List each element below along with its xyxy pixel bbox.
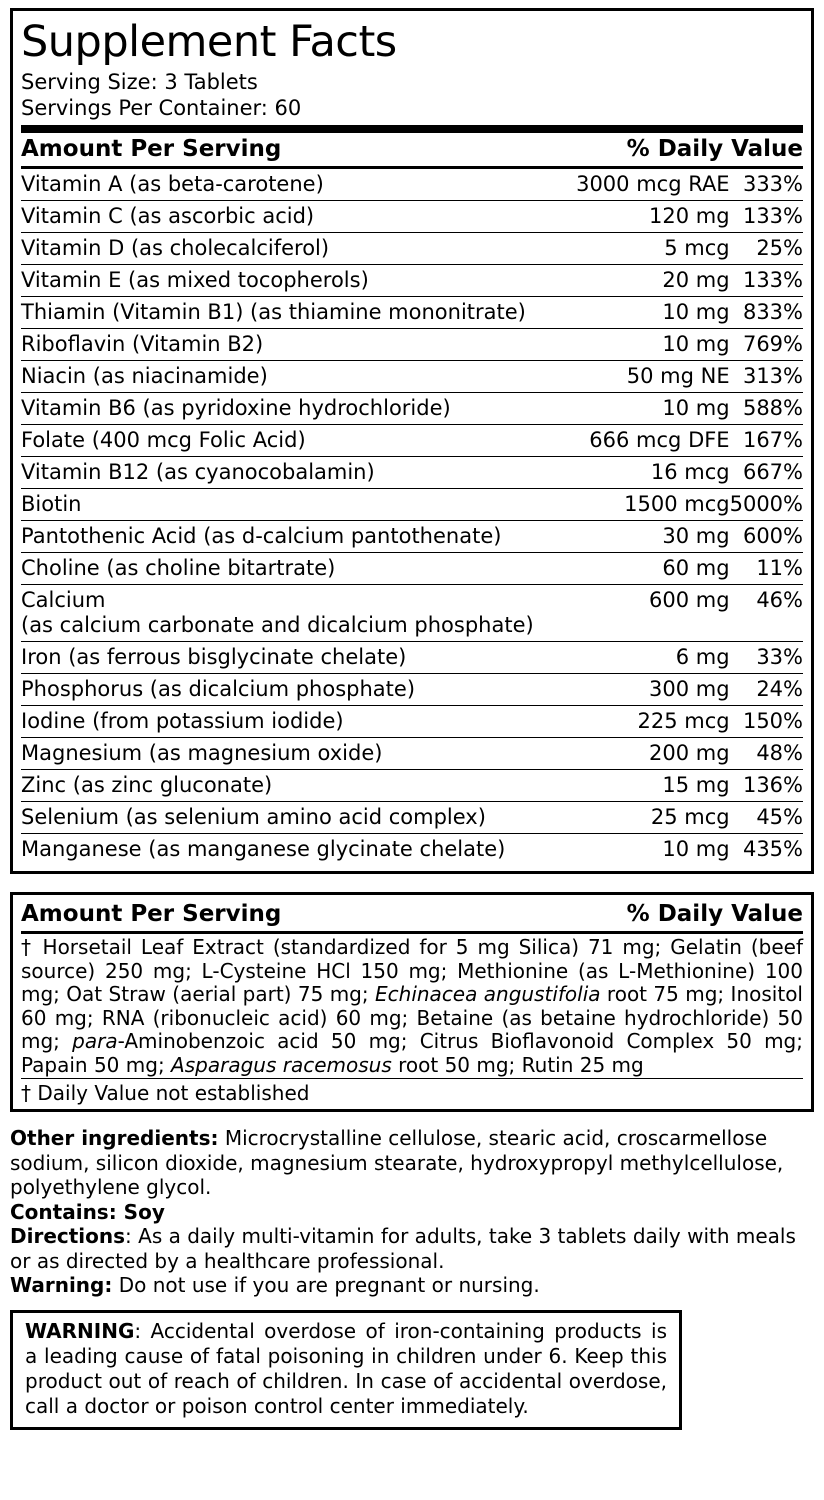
other-ingredients-text: Microcrystalline cellulose, stearic acid, croscarmellose sodium, silicon dioxide, magnesium stearate, hydroxypropyl methylcellulose, polyethylene glycol. xyxy=(10,1126,784,1199)
nutrient-amount: 10 mg xyxy=(576,393,730,425)
nutrient-dv: 33% xyxy=(730,642,803,674)
nutrient-amount: 10 mg xyxy=(576,297,730,329)
warning-box-label: WARNING xyxy=(25,1318,135,1343)
warning-text: Do not use if you are pregnant or nursing. xyxy=(112,1273,540,1297)
nutrient-dv: 5000% xyxy=(730,489,803,521)
nutrient-dv: 24% xyxy=(730,674,803,706)
blend-table-header xyxy=(21,898,803,931)
nutrient-amount: 120 mg xyxy=(576,201,730,233)
nutrient-amount: 10 mg xyxy=(576,329,730,361)
nutrient-dv: 136% xyxy=(730,770,803,802)
table-row-subtext xyxy=(21,613,803,642)
nutrient-name: Pantothenic Acid (as d-calcium pantothenate) xyxy=(21,521,576,553)
nutrient-dv: 48% xyxy=(730,738,803,770)
nutrient-amount: 6 mg xyxy=(576,642,730,674)
table-row xyxy=(21,393,803,425)
nutrient-name: Magnesium (as magnesium oxide) xyxy=(21,738,576,770)
nutrient-dv: 46% xyxy=(756,588,803,612)
table-row xyxy=(21,425,803,457)
nutrient-name: Vitamin B6 (as pyridoxine hydrochloride) xyxy=(21,393,576,425)
serving-size: Serving Size: 3 Tablets xyxy=(21,70,258,94)
table-row xyxy=(21,585,803,614)
table-row xyxy=(21,297,803,329)
table-row xyxy=(21,489,803,521)
nutrient-dv: 313% xyxy=(730,361,803,393)
table-row xyxy=(21,329,803,361)
nutrient-amount: 30 mg xyxy=(576,521,730,553)
nutrient-name: Iron (as ferrous bisglycinate chelate) xyxy=(21,642,576,674)
servings-per-container: Servings Per Container: 60 xyxy=(21,96,302,120)
directions-label: Directions xyxy=(10,1224,126,1248)
nutrient-name: Thiamin (Vitamin B1) (as thiamine mononitrate) xyxy=(21,297,576,329)
contains-label: Contains: Soy xyxy=(10,1199,165,1224)
table-row xyxy=(21,265,803,297)
nutrient-amount: 20 mg xyxy=(576,265,730,297)
nutrient-name: Vitamin B12 (as cyanocobalamin) xyxy=(21,457,576,489)
nutrient-name: Vitamin A (as beta-carotene) xyxy=(21,169,576,201)
contains-line xyxy=(10,1200,814,1225)
nutrient-name: Phosphorus (as dicalcium phosphate) xyxy=(21,674,576,706)
other-ingredients-label: Other ingredients: xyxy=(10,1126,219,1150)
facts-table-header xyxy=(21,133,803,166)
nutrient-dv: 150% xyxy=(730,706,803,738)
table-row xyxy=(21,706,803,738)
nutrient-amount: 25 mcg xyxy=(576,802,730,834)
nutrient-amount: 15 mg xyxy=(576,770,730,802)
nutrient-dv: 11% xyxy=(730,553,803,585)
nutrient-amount: 3000 mcg RAE xyxy=(576,169,730,201)
nutrient-name: Manganese (as manganese glycinate chelate) xyxy=(21,837,506,861)
nutrient-name: Riboflavin (Vitamin B2) xyxy=(21,329,576,361)
nutrients-table xyxy=(21,169,803,865)
nutrient-name: Vitamin C (as ascorbic acid) xyxy=(21,201,576,233)
nutrient-subtext: (as calcium carbonate and dicalcium phosphate) xyxy=(21,613,803,642)
nutrient-dv: 133% xyxy=(730,265,803,297)
nutrient-dv: 588% xyxy=(730,393,803,425)
nutrient-name: Zinc (as zinc gluconate) xyxy=(21,770,576,802)
nutrient-amount: 10 mg xyxy=(662,837,730,861)
nutrient-dv: 667% xyxy=(730,457,803,489)
nutrient-amount: 200 mg xyxy=(576,738,730,770)
nutrient-amount: 1500 mcg xyxy=(576,489,730,521)
nutrient-dv: 769% xyxy=(730,329,803,361)
nutrient-dv: 833% xyxy=(730,297,803,329)
nutrient-name: Biotin xyxy=(21,489,576,521)
directions-text: : As a daily multi-vitamin for adults, take 3 tablets daily with meals or as directed by a healthcare professional. xyxy=(10,1224,796,1273)
warning-line xyxy=(10,1273,814,1298)
other-ingredients-line xyxy=(10,1126,814,1200)
divider-thick xyxy=(21,125,803,133)
daily-value-note: † Daily Value not established xyxy=(21,1081,310,1105)
header-amount-per-serving: Amount Per Serving xyxy=(21,136,282,162)
table-row xyxy=(21,201,803,233)
header-percent-daily-value: % Daily Value xyxy=(626,901,803,927)
nutrient-amount: 16 mcg xyxy=(576,457,730,489)
table-row xyxy=(21,233,803,265)
header-amount-per-serving: Amount Per Serving xyxy=(21,901,282,927)
nutrient-amount: 225 mcg xyxy=(576,706,730,738)
nutrient-dv: 600% xyxy=(730,521,803,553)
table-row xyxy=(21,802,803,834)
nutrient-amount: 300 mg xyxy=(576,674,730,706)
nutrient-name: Selenium (as selenium amino acid complex) xyxy=(21,802,576,834)
warning-label: Warning: xyxy=(10,1273,113,1297)
nutrient-amount: 5 mcg xyxy=(576,233,730,265)
table-row xyxy=(21,738,803,770)
table-row xyxy=(21,770,803,802)
nutrient-dv: 25% xyxy=(730,233,803,265)
table-row xyxy=(21,642,803,674)
supplement-facts-panel xyxy=(10,8,814,874)
nutrient-name: Choline (as choline bitartrate) xyxy=(21,553,576,585)
nutrient-name: Calcium xyxy=(21,588,106,612)
blend-ingredients-text: † Horsetail Leaf Extract (standardized for 5 mg Silica) 71 mg; Gelatin (beef source) 250 mg; L-Cysteine HCl 150 mg; Methionine (as L-Methionine) 100 mg; Oat Straw (aerial part) 75 mg; Echinacea angustifolia root 75 mg; Inositol 60 mg; RNA (ribonucleic acid) 60 mg; Betaine (as betaine hydrochloride) 50 mg; para-Aminobenzoic acid 50 mg; Citrus Bioflavonoid Complex 50 mg; Papain 50 mg; Asparagus racemosus root 50 mg; Rutin 25 mg xyxy=(21,935,803,1077)
proprietary-blend-panel xyxy=(10,892,814,1112)
nutrient-name: Niacin (as niacinamide) xyxy=(21,361,576,393)
nutrient-name: Iodine (from potassium iodide) xyxy=(21,706,576,738)
page-title: Supplement Facts xyxy=(21,17,397,67)
table-row xyxy=(21,361,803,393)
nutrient-dv: 333% xyxy=(730,169,803,201)
nutrient-dv: 133% xyxy=(730,201,803,233)
table-row xyxy=(21,834,803,866)
table-row xyxy=(21,674,803,706)
nutrient-name: Folate (400 mcg Folic Acid) xyxy=(21,425,576,457)
nutrient-dv: 435% xyxy=(742,837,803,861)
nutrient-dv: 45% xyxy=(730,802,803,834)
nutrient-amount: 50 mg NE xyxy=(576,361,730,393)
nutrient-amount: 666 mcg DFE xyxy=(576,425,730,457)
table-row xyxy=(21,553,803,585)
table-row xyxy=(21,521,803,553)
nutrient-name: Vitamin D (as cholecalciferol) xyxy=(21,233,576,265)
directions-line xyxy=(10,1224,814,1273)
other-information xyxy=(10,1126,814,1298)
table-row xyxy=(21,169,803,201)
nutrient-amount: 60 mg xyxy=(576,553,730,585)
nutrient-dv: 167% xyxy=(730,425,803,457)
nutrient-amount: 600 mg xyxy=(649,588,730,612)
warning-box-text: : Accidental overdose of iron-containing products is a leading cause of fatal poisoning in children under 6. Keep this product out of reach of children. In case of accidental overdose, call a doctor or poison control center immediately. xyxy=(25,1318,667,1418)
nutrient-name: Vitamin E (as mixed tocopherols) xyxy=(21,265,576,297)
table-row xyxy=(21,457,803,489)
iron-warning-box xyxy=(10,1310,682,1430)
header-percent-daily-value: % Daily Value xyxy=(626,136,803,162)
